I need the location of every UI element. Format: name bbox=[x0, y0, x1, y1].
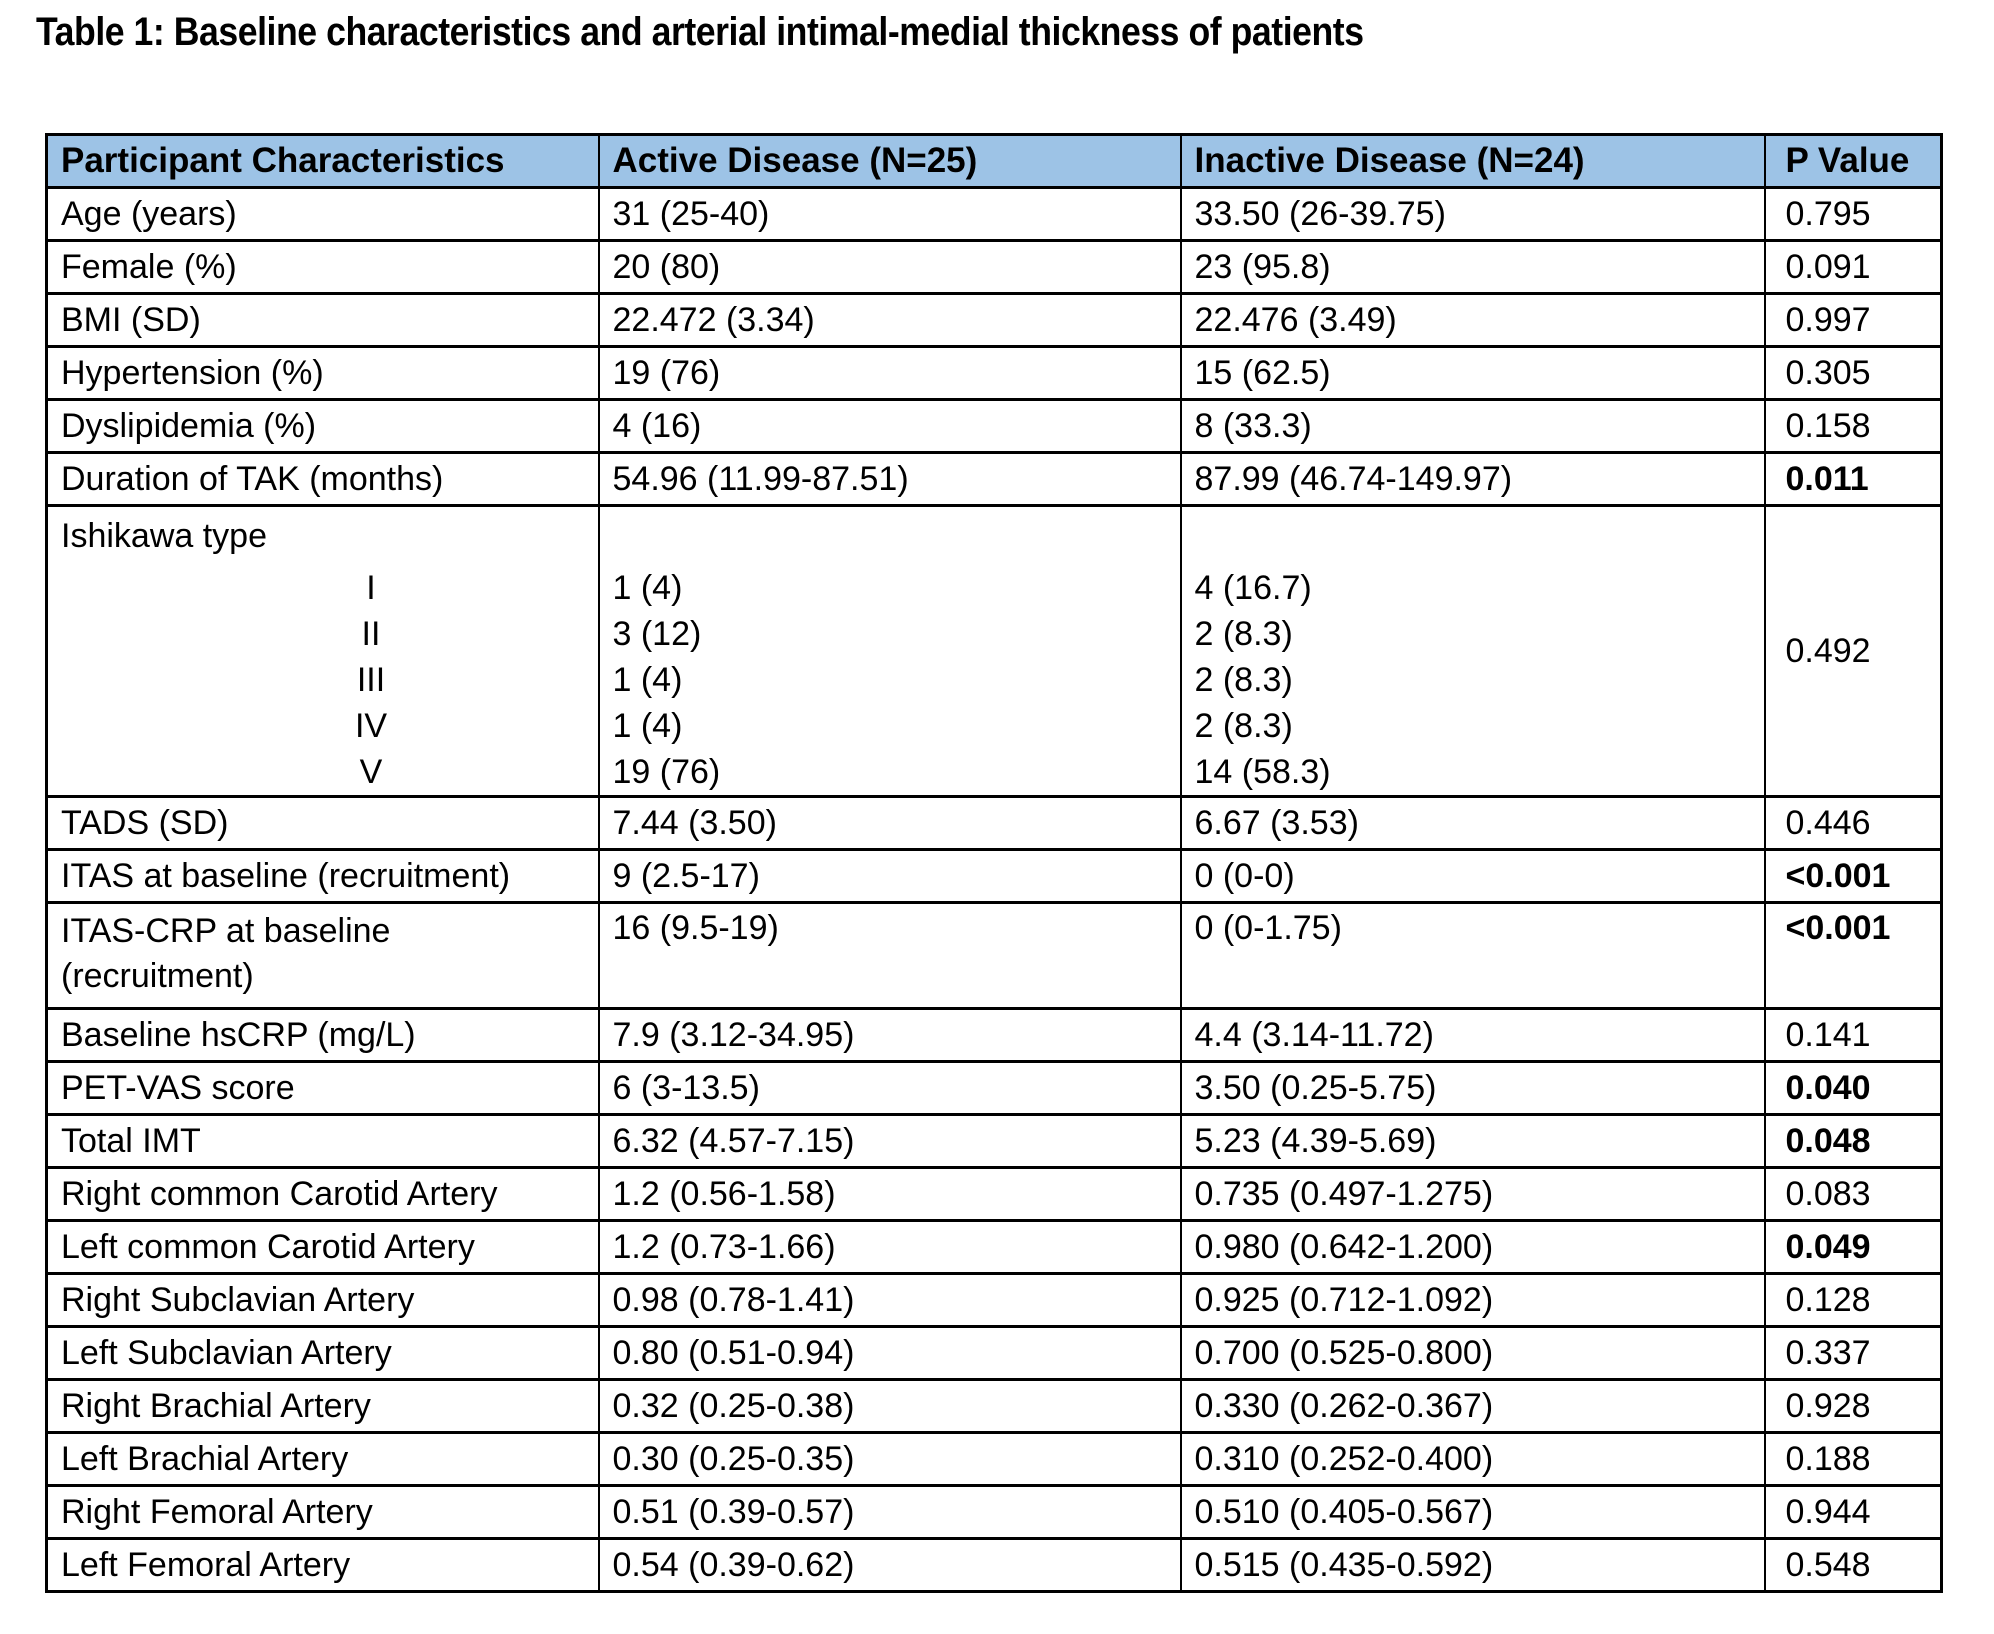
inactive-value-cell: 4.4 (3.14-11.72) bbox=[1181, 1009, 1765, 1062]
inactive-value-cell: 5.23 (4.39-5.69) bbox=[1181, 1115, 1765, 1168]
active-value-cell: 1.2 (0.73-1.66) bbox=[599, 1221, 1181, 1274]
p-value-cell: 0.548 bbox=[1765, 1539, 1942, 1592]
column-header-participant-characteristics: Participant Characteristics bbox=[47, 135, 599, 188]
p-value-cell: 0.188 bbox=[1765, 1433, 1942, 1486]
inactive-value-cell: 8 (33.3) bbox=[1181, 400, 1765, 453]
table-row bbox=[47, 1433, 1942, 1486]
column-header-inactive-disease: Inactive Disease (N=24) bbox=[1181, 135, 1765, 188]
active-value-cell: 4 (16) bbox=[599, 400, 1181, 453]
row-label-cell: Left Subclavian Artery bbox=[47, 1327, 599, 1380]
active-value-cell: 0.54 (0.39-0.62) bbox=[599, 1539, 1181, 1592]
p-value-cell: 0.944 bbox=[1765, 1486, 1942, 1539]
row-label-cell: Baseline hsCRP (mg/L) bbox=[47, 1009, 599, 1062]
row-label-cell: PET-VAS score bbox=[47, 1062, 599, 1115]
table-row bbox=[47, 1062, 1942, 1115]
inactive-value-cell: 3.50 (0.25-5.75) bbox=[1181, 1062, 1765, 1115]
p-value-cell: 0.158 bbox=[1765, 400, 1942, 453]
active-value-cell: 7.44 (3.50) bbox=[599, 797, 1181, 850]
active-value-cell: 0.98 (0.78-1.41) bbox=[599, 1274, 1181, 1327]
inactive-value-cell: 33.50 (26-39.75) bbox=[1181, 188, 1765, 241]
p-value-cell: 0.091 bbox=[1765, 241, 1942, 294]
p-value-cell: 0.795 bbox=[1765, 188, 1942, 241]
inactive-value-cell: 22.476 (3.49) bbox=[1181, 294, 1765, 347]
active-value-cell: 54.96 (11.99-87.51) bbox=[599, 453, 1181, 506]
active-value-cell: 20 (80) bbox=[599, 241, 1181, 294]
table-row bbox=[47, 188, 1942, 241]
table-row bbox=[47, 506, 1942, 797]
table-row bbox=[47, 400, 1942, 453]
table-header-row bbox=[47, 135, 1942, 188]
table-row bbox=[47, 1327, 1942, 1380]
active-value-cell: 9 (2.5-17) bbox=[599, 850, 1181, 903]
row-label-cell: Dyslipidemia (%) bbox=[47, 400, 599, 453]
table-row bbox=[47, 903, 1942, 1009]
p-value-cell: <0.001 bbox=[1765, 850, 1942, 903]
row-label-cell: Female (%) bbox=[47, 241, 599, 294]
inactive-value-cell: 0.330 (0.262-0.367) bbox=[1181, 1380, 1765, 1433]
inactive-value-cell: 0 (0-1.75) bbox=[1181, 903, 1765, 1009]
table-row bbox=[47, 1221, 1942, 1274]
inactive-value-cell: 15 (62.5) bbox=[1181, 347, 1765, 400]
active-value-cell: 1 (4) 3 (12) 1 (4) 1 (4) 19 (76) bbox=[599, 506, 1181, 797]
p-value-cell: 0.305 bbox=[1765, 347, 1942, 400]
baseline-characteristics-table bbox=[45, 133, 1943, 1593]
active-value-cell: 22.472 (3.34) bbox=[599, 294, 1181, 347]
p-value-cell: <0.001 bbox=[1765, 903, 1942, 1009]
p-value-cell: 0.128 bbox=[1765, 1274, 1942, 1327]
p-value-cell: 0.928 bbox=[1765, 1380, 1942, 1433]
row-label-cell: TADS (SD) bbox=[47, 797, 599, 850]
table-row bbox=[47, 1539, 1942, 1592]
p-value-cell: 0.337 bbox=[1765, 1327, 1942, 1380]
active-value-cell: 0.80 (0.51-0.94) bbox=[599, 1327, 1181, 1380]
inactive-value-cell: 0.515 (0.435-0.592) bbox=[1181, 1539, 1765, 1592]
active-value-cell: 0.30 (0.25-0.35) bbox=[599, 1433, 1181, 1486]
inactive-value-cell: 0.735 (0.497-1.275) bbox=[1181, 1168, 1765, 1221]
inactive-value-cell: 4 (16.7) 2 (8.3) 2 (8.3) 2 (8.3) 14 (58.3) bbox=[1181, 506, 1765, 797]
row-label-cell: Ishikawa type I II III IV V bbox=[47, 506, 599, 797]
inactive-value-cell: 0.980 (0.642-1.200) bbox=[1181, 1221, 1765, 1274]
inactive-value-cell: 0.310 (0.252-0.400) bbox=[1181, 1433, 1765, 1486]
active-value-cell: 0.51 (0.39-0.57) bbox=[599, 1486, 1181, 1539]
active-value-cell: 6 (3-13.5) bbox=[599, 1062, 1181, 1115]
row-label-cell: Left Femoral Artery bbox=[47, 1539, 599, 1592]
row-label-cell: ITAS at baseline (recruitment) bbox=[47, 850, 599, 903]
table-container bbox=[45, 133, 1943, 1593]
p-value-cell: 0.049 bbox=[1765, 1221, 1942, 1274]
active-value-cell: 0.32 (0.25-0.38) bbox=[599, 1380, 1181, 1433]
table-row bbox=[47, 1486, 1942, 1539]
column-header-p-value: P Value bbox=[1765, 135, 1942, 188]
table-row bbox=[47, 1115, 1942, 1168]
table-row bbox=[47, 797, 1942, 850]
inactive-value-cell: 6.67 (3.53) bbox=[1181, 797, 1765, 850]
table-row bbox=[47, 241, 1942, 294]
table-row bbox=[47, 347, 1942, 400]
inactive-value-cell: 0 (0-0) bbox=[1181, 850, 1765, 903]
row-label-cell: BMI (SD) bbox=[47, 294, 599, 347]
active-value-cell: 16 (9.5-19) bbox=[599, 903, 1181, 1009]
table-row bbox=[47, 1168, 1942, 1221]
active-value-cell: 7.9 (3.12-34.95) bbox=[599, 1009, 1181, 1062]
p-value-cell: 0.083 bbox=[1765, 1168, 1942, 1221]
row-label-cell: Right Subclavian Artery bbox=[47, 1274, 599, 1327]
table-row bbox=[47, 1009, 1942, 1062]
active-value-cell: 6.32 (4.57-7.15) bbox=[599, 1115, 1181, 1168]
row-label-cell: Total IMT bbox=[47, 1115, 599, 1168]
p-value-cell: 0.141 bbox=[1765, 1009, 1942, 1062]
column-header-active-disease: Active Disease (N=25) bbox=[599, 135, 1181, 188]
row-label-cell: Left common Carotid Artery bbox=[47, 1221, 599, 1274]
table-row bbox=[47, 1380, 1942, 1433]
row-label-cell: Right Femoral Artery bbox=[47, 1486, 599, 1539]
row-label-cell: Left Brachial Artery bbox=[47, 1433, 599, 1486]
active-value-cell: 1.2 (0.56-1.58) bbox=[599, 1168, 1181, 1221]
table-row bbox=[47, 453, 1942, 506]
active-value-cell: 31 (25-40) bbox=[599, 188, 1181, 241]
row-label-cell: Hypertension (%) bbox=[47, 347, 599, 400]
row-label-cell: Duration of TAK (months) bbox=[47, 453, 599, 506]
p-value-cell: 0.492 bbox=[1765, 506, 1942, 797]
p-value-cell: 0.011 bbox=[1765, 453, 1942, 506]
p-value-cell: 0.048 bbox=[1765, 1115, 1942, 1168]
p-value-cell: 0.040 bbox=[1765, 1062, 1942, 1115]
table-row bbox=[47, 1274, 1942, 1327]
inactive-value-cell: 0.510 (0.405-0.567) bbox=[1181, 1486, 1765, 1539]
active-value-cell: 19 (76) bbox=[599, 347, 1181, 400]
table-title: Table 1: Baseline characteristics and arterial intimal-medial thickness of patients bbox=[36, 10, 1364, 54]
row-label-cell: ITAS-CRP at baseline (recruitment) bbox=[47, 903, 599, 1009]
inactive-value-cell: 0.700 (0.525-0.800) bbox=[1181, 1327, 1765, 1380]
row-label-cell: Right Brachial Artery bbox=[47, 1380, 599, 1433]
inactive-value-cell: 0.925 (0.712-1.092) bbox=[1181, 1274, 1765, 1327]
row-label-cell: Right common Carotid Artery bbox=[47, 1168, 599, 1221]
inactive-value-cell: 87.99 (46.74-149.97) bbox=[1181, 453, 1765, 506]
table-row bbox=[47, 850, 1942, 903]
row-label-cell: Age (years) bbox=[47, 188, 599, 241]
p-value-cell: 0.446 bbox=[1765, 797, 1942, 850]
inactive-value-cell: 23 (95.8) bbox=[1181, 241, 1765, 294]
table-row bbox=[47, 294, 1942, 347]
p-value-cell: 0.997 bbox=[1765, 294, 1942, 347]
